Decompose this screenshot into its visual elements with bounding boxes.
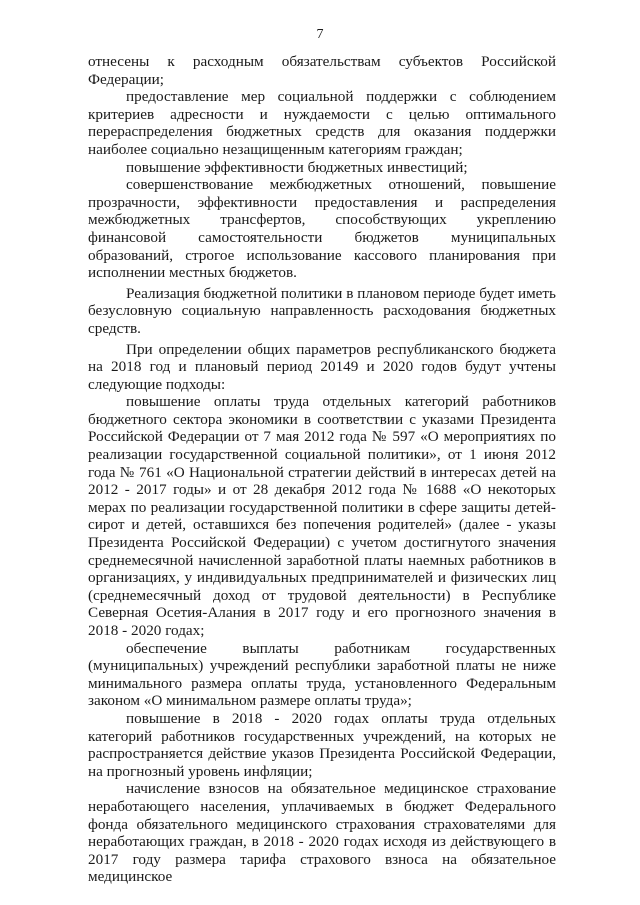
paragraph-budget-parameters: При определении общих параметров республиканского бюджета на 2018 год и плановый период 20149 и 2020 годов будут учтены следующие подходы: [88, 340, 556, 393]
paragraph-medical-insurance: начисление взносов на обязательное медицинское страхование неработающего населения, уплачиваемых в бюджет Федерального фонда обязательного медицинского страхования страхователями для неработающих граждан, в 2018 - 2020 годах исходя из действующего в 2017 году размера тарифа страхового взноса на обязательное медицинское [88, 780, 556, 886]
paragraph-continuation: отнесены к расходным обязательствам субъектов Российской Федерации; [88, 53, 556, 88]
paragraph-minimum-wage: обеспечение выплаты работникам государственных (муниципальных) учреждений республики заработной платы не ниже минимального размера оплаты труда, установленного Федеральным законом «О минимальном размере оплаты труда»; [88, 639, 556, 710]
paragraph-salary-increase: повышение оплаты труда отдельных категорий работников бюджетного сектора экономики в соответствии с указами Президента Российской Федерации от 7 мая 2012 года № 597 «О мероприятиях по реализации государственной социальной политики», от 1 июня 2012 года № 761 «О Национальной стратегии действий в интересах детей на 2012 - 2017 годы» и от 28 декабря 2012 года № 1688 «О некоторых мерах по реализации государственной политики в сфере защиты детей-сирот и детей, оставшихся без попечения родителей» (далее - указы Президента Российской Федерации) с учетом достигнутого значения среднемесячной начисленной заработной платы наемных работников в организациях, у индивидуальных предпринимателей и физических лиц (среднемесячный доход от трудовой деятельности) в Республике Северная Осетия-Алания в 2017 году и его прогнозного значения в 2018 - 2020 годах; [88, 393, 556, 639]
paragraph-investment-efficiency: повышение эффективности бюджетных инвестиций; [126, 158, 468, 176]
paragraph-interbudget-relations: совершенствование межбюджетных отношений, повышение прозрачности, эффективности предоставления и распределения межбюджетных трансфертов, способствующих укреплению финансовой самостоятельности бюджетов муниципальных образований, строгое использование кассового планирования при исполнении местных бюджетов. [88, 176, 556, 282]
paragraph-budget-policy: Реализация бюджетной политики в плановом периоде будет иметь безусловную социальную направленность расходования бюджетных средств. [88, 284, 556, 337]
page-number: 7 [316, 27, 324, 42]
paragraph-social-support: предоставление мер социальной поддержки с соблюдением критериев адресности и нуждаемости с целью оптимального перераспределения бюджетных средств для оказания поддержки наиболее социально незащищенным категориям граждан; [88, 88, 556, 158]
document-body [88, 53, 556, 886]
paragraph-inflation-indexing: повышение в 2018 - 2020 годах оплаты труда отдельных категорий работников государственных учреждений, на которых не распространяется действие указов Президента Российской Федерации, на прогнозный уровень инфляции; [88, 709, 556, 780]
